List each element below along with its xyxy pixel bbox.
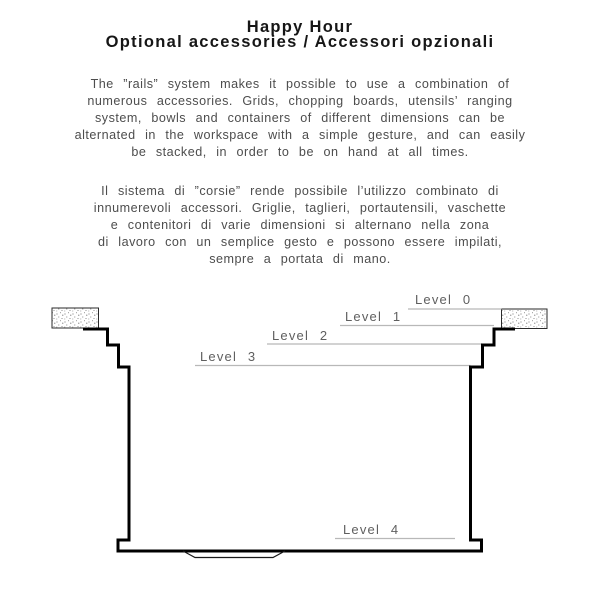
paragraph-line: Il sistema di ”corsie” rende possibile l’utilizzo combinato di bbox=[101, 184, 499, 198]
paragraph-line: e contenitori di varie dimensioni si alternano nella zona bbox=[110, 218, 490, 232]
paragraph-line: di lavoro con un semplice gesto e possono essere impilati, bbox=[97, 235, 502, 249]
paragraph-line: alternated in the workspace with a simple gesture, and can easily bbox=[74, 128, 526, 142]
level-label-2: Level 2 bbox=[272, 328, 329, 343]
level-label-1: Level 1 bbox=[345, 309, 402, 324]
sink-profile bbox=[83, 329, 515, 551]
paragraph-line: The ”rails” system makes it possible to use a combination of bbox=[90, 77, 510, 91]
level-label-3: Level 3 bbox=[200, 349, 257, 364]
level-label-0: Level 0 bbox=[415, 292, 472, 307]
paragraph-line: innumerevoli accessori. Griglie, taglieri, portautensili, vaschette bbox=[93, 201, 507, 215]
countertop-right bbox=[502, 309, 548, 329]
title-line-1: Happy Hour bbox=[246, 18, 354, 36]
countertop-left bbox=[52, 308, 99, 328]
title-line-2: Optional accessories / Accessori opzionali bbox=[105, 33, 495, 51]
paragraph-line: system, bowls and containers of different dimensions can be bbox=[95, 111, 505, 125]
paragraph-line: sempre a portata di mano. bbox=[209, 252, 391, 266]
paragraph-line: numerous accessories. Grids, chopping boards, utensils’ ranging bbox=[87, 94, 513, 108]
paragraph-line: be stacked, in order to be on hand at all times. bbox=[131, 145, 469, 159]
level-label-4: Level 4 bbox=[343, 522, 400, 537]
